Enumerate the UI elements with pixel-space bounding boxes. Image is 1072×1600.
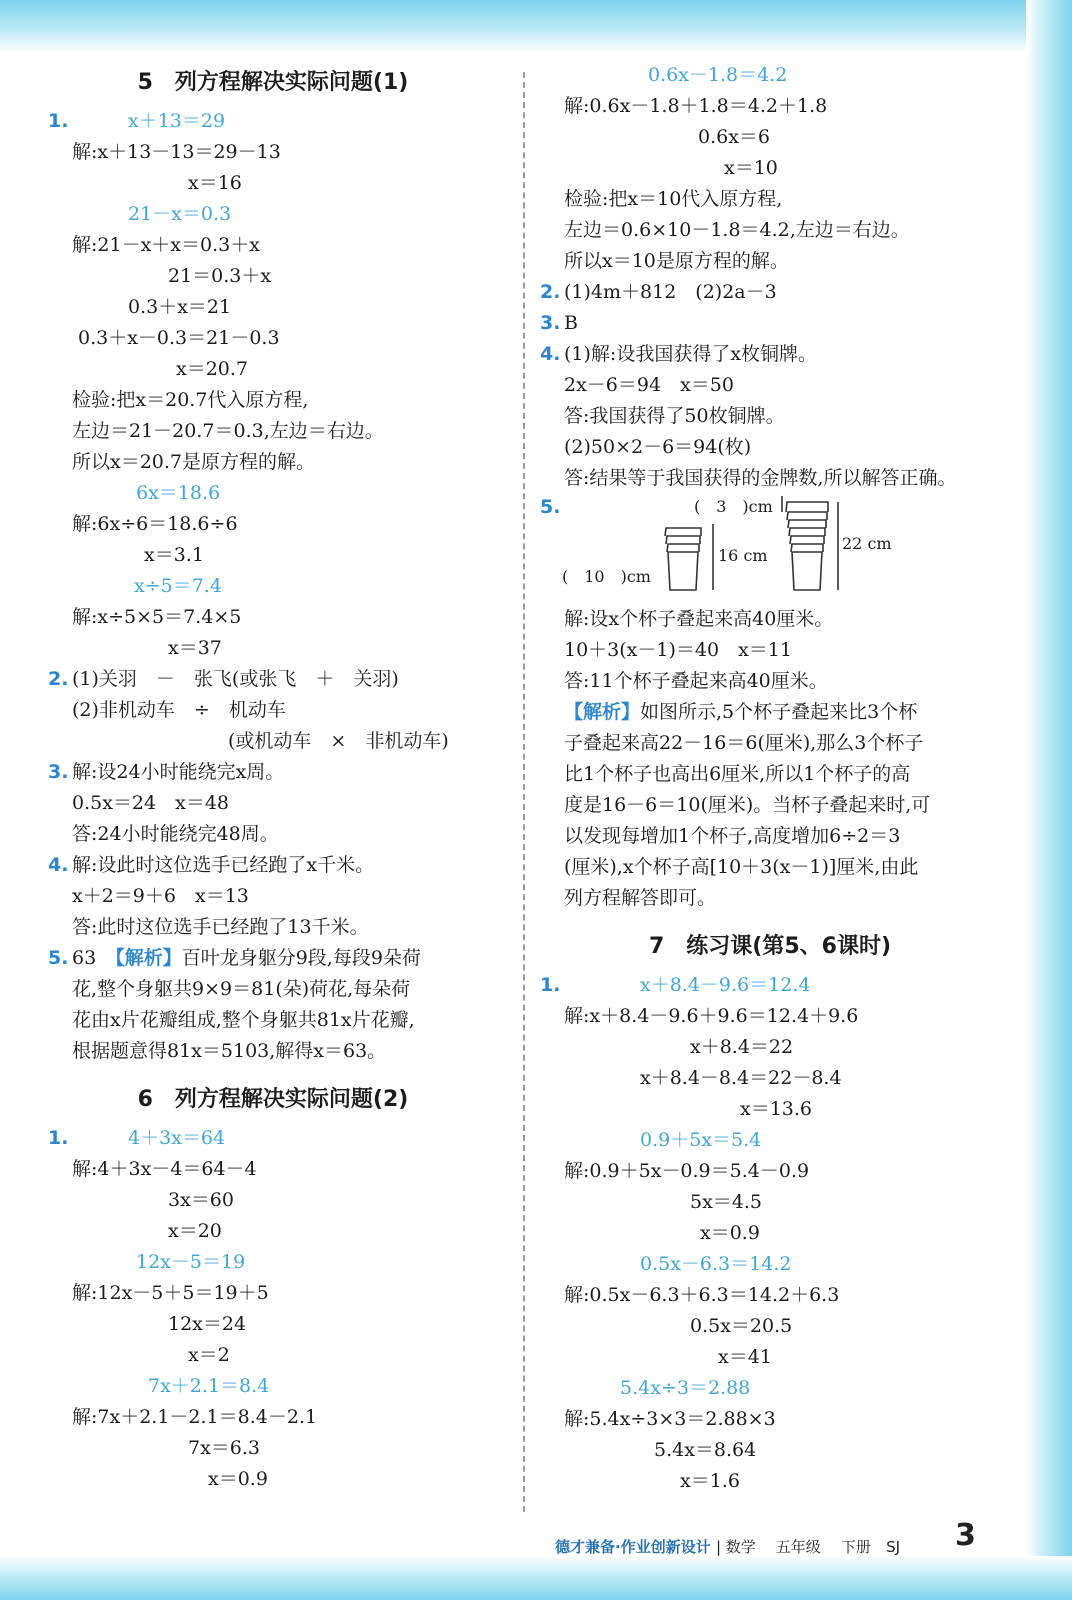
check-line: 检验:把x＝20.7代入原方程,: [72, 389, 309, 411]
solution-line: 0.3＋x－0.3＝21－0.3: [78, 327, 280, 349]
question-number: 4.: [48, 854, 69, 876]
s5-q5: [48, 943, 498, 974]
solution-line: 0.6x＝6: [698, 126, 771, 148]
footer-grade: 五年级: [775, 1538, 821, 1556]
solution-line: x＝10: [724, 157, 778, 179]
solution-line: x＝41: [718, 1346, 772, 1368]
analysis-tag: 【解析】: [564, 701, 641, 723]
analysis-text: 百叶龙身躯分9段,每段9朵荷: [181, 947, 421, 969]
equation: 21－x＝0.3: [128, 203, 232, 225]
cup-diff-label: ( 3 )cm: [694, 497, 773, 516]
footer-subject: 数学: [725, 1538, 756, 1556]
solution-line: 解:0.5x－6.3＋6.3＝14.2＋6.3: [564, 1284, 840, 1306]
question-number: 1.: [48, 1127, 69, 1149]
solution-line: 21＝0.3＋x: [168, 265, 272, 287]
answer-line: (2)50×2－6＝94(枚): [564, 436, 752, 458]
solution-line: x＝0.9: [208, 1468, 268, 1490]
equation: 7x＋2.1＝8.4: [148, 1375, 270, 1397]
solution-line: x＝1.6: [680, 1470, 740, 1492]
s5-q1: [48, 106, 498, 137]
question-number: 1.: [540, 974, 561, 996]
question-number: 5.: [540, 496, 561, 518]
answer-line: (1)关羽 － 张飞(或张飞 ＋ 关羽): [72, 668, 399, 690]
equation: 0.6x－1.8＝4.2: [648, 64, 788, 86]
solution-line: 7x＝6.3: [188, 1437, 261, 1459]
question-number: 3.: [540, 312, 561, 334]
page-footer: 德才兼备·作业创新设计 | 数学 五年级 下册 SJ: [555, 1538, 901, 1556]
solution-line: 解:0.6x－1.8＋1.8＝4.2＋1.8: [564, 95, 828, 117]
analysis-text: (厘米),x个杯子高[10＋3(x－1)]厘米,由此: [564, 856, 919, 878]
answer-line: 解:设此时这位选手已经跑了x千米。: [72, 854, 375, 876]
answer-line: 10＋3(x－1)＝40 x＝11: [564, 639, 792, 661]
equation: x÷5＝7.4: [134, 575, 222, 597]
analysis-text: 比1个杯子也高出6厘米,所以1个杯子的高: [564, 763, 911, 785]
footer-volume: 下册: [840, 1538, 871, 1556]
s6-q2: [540, 277, 1000, 308]
s7-q1: [540, 970, 1000, 1001]
solution-line: 解:0.9＋5x－0.9＝5.4－0.9: [564, 1160, 810, 1182]
solution-line: 解:6x÷6＝18.6÷6: [72, 513, 238, 535]
s5-q4: [48, 850, 498, 881]
section-5-title: 5 列方程解决实际问题(1): [137, 70, 409, 95]
answer-line: B: [564, 312, 578, 334]
solution-line: 12x＝24: [168, 1313, 247, 1335]
solution-line: 5x＝4.5: [690, 1191, 763, 1213]
answer-line: (1)4m＋812 (2)2a－3: [564, 281, 777, 303]
stack5-height-label: 22 cm: [842, 534, 892, 553]
answer-line: 解:设x个杯子叠起来高40厘米。: [564, 608, 834, 630]
question-number: 2.: [48, 668, 69, 690]
analysis-text: 子叠起来高22－16＝6(厘米),那么3个杯子: [564, 732, 924, 754]
page-number: 3: [955, 1518, 976, 1553]
left-column: [48, 60, 498, 1495]
decorative-border-top: [0, 0, 1072, 52]
cups-figure: [540, 494, 1000, 604]
cup-height-label: ( 10 )cm: [562, 567, 651, 586]
solution-line: x＋8.4＝22: [690, 1036, 794, 1058]
answer-line: 解:设24小时能绕完x周。: [72, 761, 285, 783]
answer-line: 答:此时这位选手已经跑了13千米。: [72, 916, 369, 938]
equation: x＋8.4－9.6＝12.4: [640, 974, 811, 996]
s6-q4: [540, 339, 1000, 370]
solution-line: 解:4＋3x－4＝64－4: [72, 1158, 257, 1180]
solution-line: 解:7x＋2.1－2.1＝8.4－2.1: [72, 1406, 318, 1428]
solution-line: x＝37: [168, 637, 222, 659]
answer-line: 答:结果等于我国获得的金牌数,所以解答正确。: [564, 467, 957, 489]
column-divider: [523, 72, 525, 1512]
solution-line: 解:21－x＋x＝0.3＋x: [72, 234, 260, 256]
solution-line: x＝16: [188, 172, 242, 194]
solution-line: 解:5.4x÷3×3＝2.88×3: [564, 1408, 776, 1430]
section-7-title: 7 练习课(第5、6课时): [648, 934, 892, 959]
analysis-text: 度是16－6＝10(厘米)。当杯子叠起来时,可: [564, 794, 931, 816]
solution-line: 0.3＋x＝21: [128, 296, 232, 318]
question-number: 2.: [540, 281, 561, 303]
solution-line: x＋8.4－8.4＝22－8.4: [640, 1067, 842, 1089]
analysis-text: 如图所示,5个杯子叠起来比3个杯: [640, 701, 918, 723]
question-number: 5.: [48, 947, 69, 969]
solution-line: x＝20: [168, 1220, 222, 1242]
solution-line: x＝3.1: [144, 544, 204, 566]
question-number: 4.: [540, 343, 561, 365]
analysis-text: 以发现每增加1个杯子,高度增加6÷2＝3: [564, 825, 901, 847]
analysis: [540, 697, 1000, 728]
s6-q3: [540, 308, 1000, 339]
question-number: 1.: [48, 110, 69, 132]
analysis-text: 花由x片花瓣组成,整个身躯共81x片花瓣,: [72, 1009, 415, 1031]
equation: x＋13＝29: [128, 110, 226, 132]
question-number: 3.: [48, 761, 69, 783]
equation: 0.5x－6.3＝14.2: [640, 1253, 792, 1275]
analysis-text: 根据题意得81x＝5103,解得x＝63。: [72, 1040, 387, 1062]
solution-line: 解:x＋13－13＝29－13: [72, 141, 281, 163]
check-line: 所以x＝20.7是原方程的解。: [72, 451, 316, 473]
analysis-text: 花,整个身躯共9×9＝81(朵)荷花,每朵荷: [72, 978, 411, 1000]
answer-line: (1)解:设我国获得了x枚铜牌。: [564, 343, 818, 365]
answer-line: (或机动车 × 非机动车): [228, 730, 449, 752]
solution-line: x＝2: [188, 1344, 230, 1366]
answer-line: 答:我国获得了50枚铜牌。: [564, 405, 785, 427]
solution-line: 5.4x＝8.64: [654, 1439, 757, 1461]
footer-edition: SJ: [886, 1538, 901, 1556]
right-column: [540, 60, 1000, 1497]
s5-q3: [48, 757, 498, 788]
solution-line: 解:x÷5×5＝7.4×5: [72, 606, 242, 628]
solution-line: x＝13.6: [740, 1098, 813, 1120]
solution-line: x＝0.9: [700, 1222, 760, 1244]
equation: 12x－5＝19: [136, 1251, 246, 1273]
solution-line: 3x＝60: [168, 1189, 234, 1211]
check-line: 检验:把x＝10代入原方程,: [564, 188, 783, 210]
answer-line: 答:11个杯子叠起来高40厘米。: [564, 670, 828, 692]
answer-line: x＋2＝9＋6 x＝13: [72, 885, 249, 907]
check-line: 左边＝0.6×10－1.8＝4.2,左边＝右边。: [564, 219, 910, 241]
s6-q1: [48, 1123, 498, 1154]
section-6-title: 6 列方程解决实际问题(2): [137, 1087, 409, 1112]
answer-line: (2)非机动车 ÷ 机动车: [72, 699, 286, 721]
check-line: 左边＝21－20.7＝0.3,左边＝右边。: [72, 420, 384, 442]
solution-line: 解:12x－5＋5＝19＋5: [72, 1282, 269, 1304]
answer-line: 0.5x＝24 x＝48: [72, 792, 230, 814]
footer-brand: 德才兼备·作业创新设计: [555, 1538, 711, 1556]
s5-q2: [48, 664, 498, 695]
answer: 63: [72, 947, 116, 969]
solution-line: 解:x＋8.4－9.6＋9.6＝12.4＋9.6: [564, 1005, 859, 1027]
decorative-border-bottom: [0, 1556, 1072, 1600]
check-line: 所以x＝10是原方程的解。: [564, 250, 789, 272]
analysis-tag: 【解析】: [115, 947, 182, 969]
solution-line: 0.5x＝20.5: [690, 1315, 793, 1337]
decorative-border-right: [1026, 0, 1072, 1600]
equation: 6x＝18.6: [136, 482, 221, 504]
answer-line: 2x－6＝94 x＝50: [564, 374, 734, 396]
equation: 5.4x÷3＝2.88: [620, 1377, 751, 1399]
equation: 0.9＋5x＝5.4: [640, 1129, 762, 1151]
equation: 4＋3x＝64: [128, 1127, 226, 1149]
analysis-text: 列方程解答即可。: [564, 887, 717, 909]
solution-line: x＝20.7: [176, 358, 249, 380]
answer-line: 答:24小时能绕完48周。: [72, 823, 279, 845]
stack3-height-label: 16 cm: [718, 546, 768, 565]
